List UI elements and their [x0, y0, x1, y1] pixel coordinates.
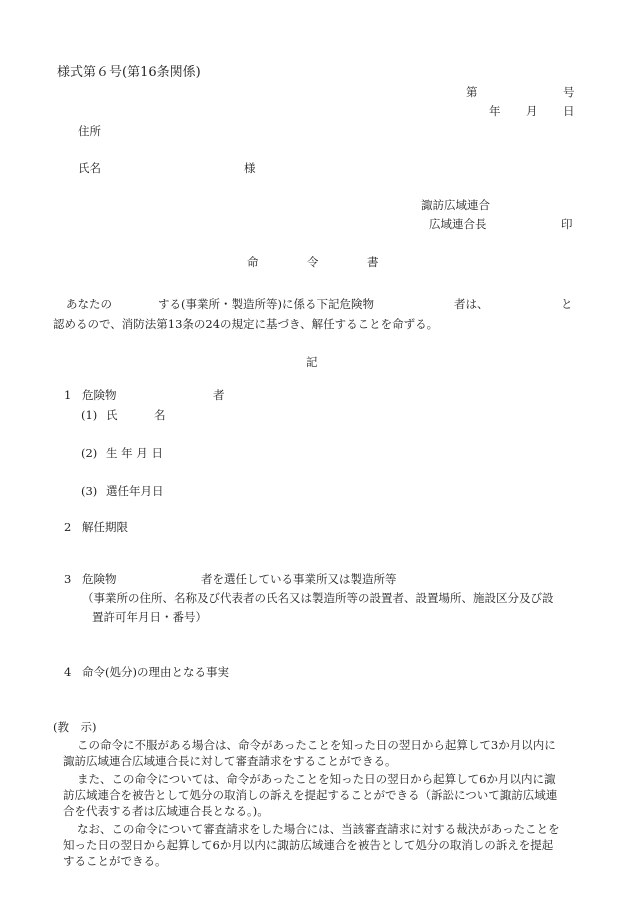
notice-p3-line2: 知った日の翌日から起算して6か月以内に諏訪広域連合を被告として処分の取消しの訴えを提起 — [63, 838, 554, 852]
item4-number: 4 — [64, 665, 72, 679]
item1-sub3-number: (3) — [81, 484, 98, 498]
notice-heading: (教 示) — [53, 720, 97, 734]
notice-p3-line1: なお、この命令について審査請求をした場合には、当該審査請求に対する裁決があったことを — [77, 822, 560, 836]
address-label: 住所 — [78, 124, 101, 138]
name-label: 氏名 — [78, 161, 101, 175]
body-text-1b: する(事業所・製造所等)に係る下記危険物 — [158, 297, 374, 311]
notice-p1-line2: 諏訪広域連合広域連合長に対して審査請求をすることができる。 — [63, 754, 397, 768]
notice-p1-line1: この命令に不服がある場合は、命令があったことを知った日の翌日から起算して3か月以内に — [77, 738, 556, 752]
item1-sub2-label: 生 年 月 日 — [106, 446, 163, 460]
body-text-1a: あなたの — [66, 297, 112, 311]
item1-sub3-label: 選任年月日 — [106, 484, 164, 498]
form-label: 様式第６号(第16条関係) — [57, 65, 201, 80]
item1-number: 1 — [64, 388, 72, 402]
item4-label: 命令(処分)の理由となる事実 — [82, 665, 229, 679]
item1-sub2-number: (2) — [81, 446, 98, 460]
document-title-char-1: 命 — [247, 255, 259, 269]
item3-label-suffix: 者を選任している事業所又は製造所等 — [201, 572, 397, 586]
item1-sub1-number: (1) — [81, 408, 98, 422]
ki-heading: 記 — [306, 355, 318, 369]
date-day: 日 — [563, 104, 575, 118]
seal-mark: 印 — [561, 217, 573, 231]
issuer-organization: 諏訪広域連合 — [421, 198, 490, 212]
body-text-1d: と — [561, 297, 573, 311]
item1-sub1-label-a: 氏 — [106, 408, 118, 422]
honorific: 様 — [244, 161, 256, 175]
issuer-title: 広域連合長 — [429, 217, 487, 231]
item3-label: 危険物 — [82, 572, 117, 586]
item1-sub1-label-b: 名 — [154, 408, 166, 422]
item3-number: 3 — [64, 572, 72, 586]
notice-p2-line3: 合を代表する者は広域連合長となる。)。 — [63, 804, 269, 818]
notice-p3-line3: することができる。 — [63, 854, 167, 868]
date-year: 年 — [489, 104, 501, 118]
body-text-2: 認めるので、消防法第13条の24の規定に基づき、解任することを命ずる。 — [53, 317, 439, 331]
item1-label-suffix: 者 — [213, 388, 225, 402]
item3-note-2: 置許可年月日・番号） — [92, 610, 207, 624]
item2-label: 解任期限 — [82, 520, 128, 534]
notice-p2-line2: 訪広域連合を被告として処分の取消しの訴えを提起することができる（訴訟について諏訪広域連 — [63, 788, 558, 802]
date-month: 月 — [526, 104, 538, 118]
item2-number: 2 — [64, 520, 72, 534]
document-title-char-3: 書 — [367, 255, 379, 269]
document-title-char-2: 令 — [307, 255, 319, 269]
number-suffix: 号 — [563, 85, 575, 99]
notice-p2-line1: また、この命令については、命令があったことを知った日の翌日から起算して6か月以内に諏 — [77, 772, 556, 786]
item3-note-1: （事業所の住所、名称及び代表者の氏名又は製造所等の設置者、設置場所、施設区分及び設 — [82, 591, 554, 605]
body-text-1c: 者は、 — [454, 297, 489, 311]
number-prefix: 第 — [466, 85, 478, 99]
item1-label: 危険物 — [82, 388, 117, 402]
